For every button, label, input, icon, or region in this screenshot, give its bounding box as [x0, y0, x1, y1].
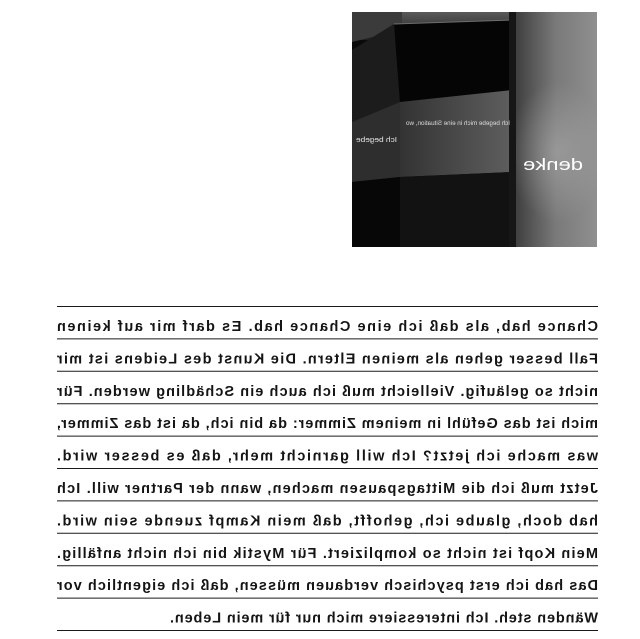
- text-line: mich ist das Gefühl in meinem Zimmer: da bin ich, da ist das Zimmer,: [57, 416, 598, 433]
- installation-photo: [352, 12, 597, 247]
- cube-front-face: [394, 20, 512, 102]
- text-line: Chance hab, als daß ich eine Chance hab. Es darf mir auf keinen: [57, 319, 598, 335]
- panel-inscription: Ich begebe mich in eine Situation, wo: [405, 120, 510, 127]
- text-line: was mache ich jetzt? Ich will garnicht mehr, daß es besser wird.: [57, 448, 598, 465]
- text-line-last: Wänden steh. Ich interessiere mich nur für mein Leben.: [170, 610, 598, 627]
- text-line: Das hab ich erst psychisch verdauen müssen, daß ich eigentlich vor: [57, 578, 598, 595]
- text-line: hab doch, glaube ich, gehofft, daß mein Kampf zuende sein wird.: [57, 513, 598, 530]
- pillar-inscription: Ich begebe: [355, 137, 397, 144]
- wall-inscription: denke: [523, 155, 583, 174]
- text-block: [0, 290, 640, 639]
- pillar-left-base: [352, 177, 400, 247]
- mirrored-text: [57, 319, 599, 627]
- pillar-front-band: [400, 90, 512, 177]
- text-line: Fall besser gehen als meinen Eltern. Die Kunst des Leidens ist mir: [57, 351, 598, 368]
- wall-edge: [509, 12, 516, 247]
- text-line: Mein Kopf ist nicht so kompliziert. Für Mystik bin ich nicht anfällig.: [57, 545, 598, 562]
- pillar-front-base: [400, 172, 512, 247]
- text-line: Jetzt muß ich die Mittagspausen machen, wann der Partner will. Ich: [57, 481, 598, 497]
- text-line: nicht so geläufig. Vielleicht muß ich auch ein Schädling werden. Für: [57, 383, 598, 400]
